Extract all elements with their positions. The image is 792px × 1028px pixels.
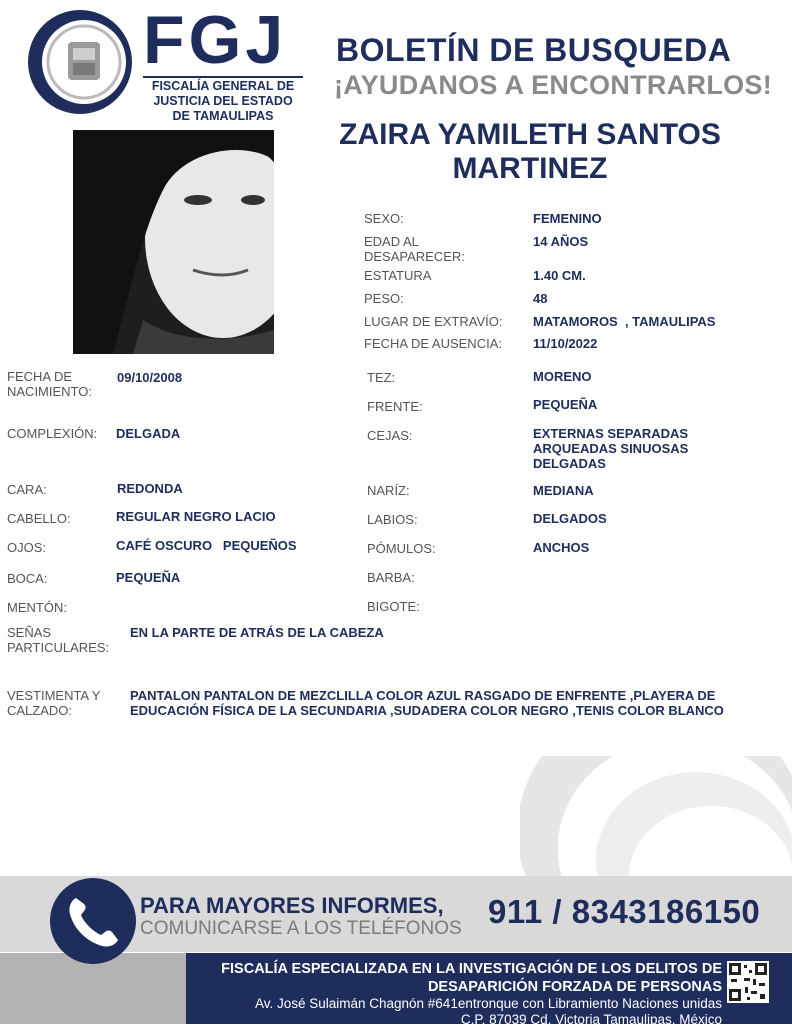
forehead-label: FRENTE: bbox=[367, 399, 423, 414]
absence-date-value: 11/10/2022 bbox=[533, 336, 598, 351]
skin-label: TEZ: bbox=[367, 370, 396, 385]
eyes-value: CAFÉ OSCURO PEQUEÑOS bbox=[116, 538, 297, 553]
face-label: CARA: bbox=[7, 482, 47, 497]
height-value: 1.40 CM. bbox=[533, 268, 586, 283]
phone-icon bbox=[50, 878, 136, 964]
sex-label: SEXO: bbox=[364, 211, 404, 226]
lips-value: DELGADOS bbox=[533, 511, 607, 526]
birth-date-label: FECHA DE NACIMIENTO: bbox=[7, 369, 92, 399]
person-name: ZAIRA YAMILETH SANTOS MARTINEZ bbox=[339, 118, 721, 185]
nose-value: MEDIANA bbox=[533, 483, 594, 498]
absence-date-label: FECHA DE AUSENCIA: bbox=[364, 336, 502, 351]
fgj-seal-logo bbox=[26, 8, 134, 116]
marks-label: SEÑAS PARTICULARES: bbox=[7, 625, 110, 655]
mustache-label: BIGOTE: bbox=[367, 599, 420, 614]
face-value: REDONDA bbox=[117, 481, 183, 496]
phone-number[interactable]: 911 / 8343186150 bbox=[488, 893, 761, 930]
marks-value: EN LA PARTE DE ATRÁS DE LA CABEZA bbox=[130, 625, 384, 640]
hair-value: REGULAR NEGRO LACIO bbox=[116, 509, 276, 524]
cheek-label: PÓMULOS: bbox=[367, 541, 436, 556]
org-abbreviation: FGJ bbox=[143, 2, 288, 78]
info-title: PARA MAYORES INFORMES, bbox=[140, 893, 444, 918]
lips-label: LABIOS: bbox=[367, 512, 418, 527]
brows-label: CEJAS: bbox=[367, 428, 413, 443]
eyes-label: OJOS: bbox=[7, 540, 47, 555]
clothing-value: PANTALON PANTALON DE MEZCLILLA COLOR AZUL RASGADO DE ENFRENTE ,PLAYERA DE EDUCACIÓN FÍSICA DE LA SECUNDARIA ,SUDADERA COLOR NEGRO ,TENIS COLOR BLANCO bbox=[130, 688, 724, 718]
address: Av. José Sulaimán Chagnón #641entronque con Libramiento Naciones unidas C.P. 87039 Cd. Victoria Tamaulipas, México bbox=[254, 996, 722, 1027]
mouth-label: BOCA: bbox=[7, 571, 48, 586]
watermark-arc bbox=[520, 756, 792, 886]
info-subtitle: COMUNICARSE A LOS TELÉFONOS bbox=[140, 918, 462, 939]
weight-label: PESO: bbox=[364, 291, 404, 306]
hair-label: CABELLO: bbox=[7, 511, 71, 526]
age-label: EDAD AL DESAPARECER: bbox=[364, 234, 465, 264]
person-photo bbox=[73, 130, 274, 354]
location-value: MATAMOROS , TAMAULIPAS bbox=[533, 314, 716, 329]
sex-value: FEMENINO bbox=[533, 211, 602, 226]
chin-label: MENTÓN: bbox=[7, 600, 67, 615]
age-value: 14 AÑOS bbox=[533, 234, 589, 249]
nose-label: NARÍZ: bbox=[367, 483, 410, 498]
height-label: ESTATURA bbox=[364, 268, 432, 283]
bulletin-title: BOLETÍN DE BUSQUEDA bbox=[336, 32, 732, 68]
beard-label: BARBA: bbox=[367, 570, 415, 585]
skin-value: MORENO bbox=[533, 369, 592, 384]
clothing-label: VESTIMENTA Y CALZADO: bbox=[7, 688, 101, 718]
complexion-label: COMPLEXIÓN: bbox=[7, 426, 98, 441]
mouth-value: PEQUEÑA bbox=[116, 570, 181, 585]
bulletin-subtitle: ¡AYUDANOS A ENCONTRARLOS! bbox=[334, 70, 773, 100]
unit-name: FISCALÍA ESPECIALIZADA EN LA INVESTIGACIÓN DE LOS DELITOS DE DESAPARICIÓN FORZADA DE PERSONAS bbox=[221, 961, 722, 995]
forehead-value: PEQUEÑA bbox=[533, 397, 598, 412]
qr-code-icon bbox=[727, 961, 769, 1003]
cheek-value: ANCHOS bbox=[533, 540, 590, 555]
org-name: FISCALÍA GENERAL DE JUSTICIA DEL ESTADO DE TAMAULIPAS bbox=[143, 76, 303, 124]
complexion-value: DELGADA bbox=[116, 426, 181, 441]
brows-value: EXTERNAS SEPARADAS ARQUEADAS SINUOSAS DELGADAS bbox=[533, 426, 689, 471]
location-label: LUGAR DE EXTRAVÍO: bbox=[364, 314, 503, 329]
birth-date-value: 09/10/2008 bbox=[117, 370, 183, 385]
weight-value: 48 bbox=[533, 291, 548, 306]
